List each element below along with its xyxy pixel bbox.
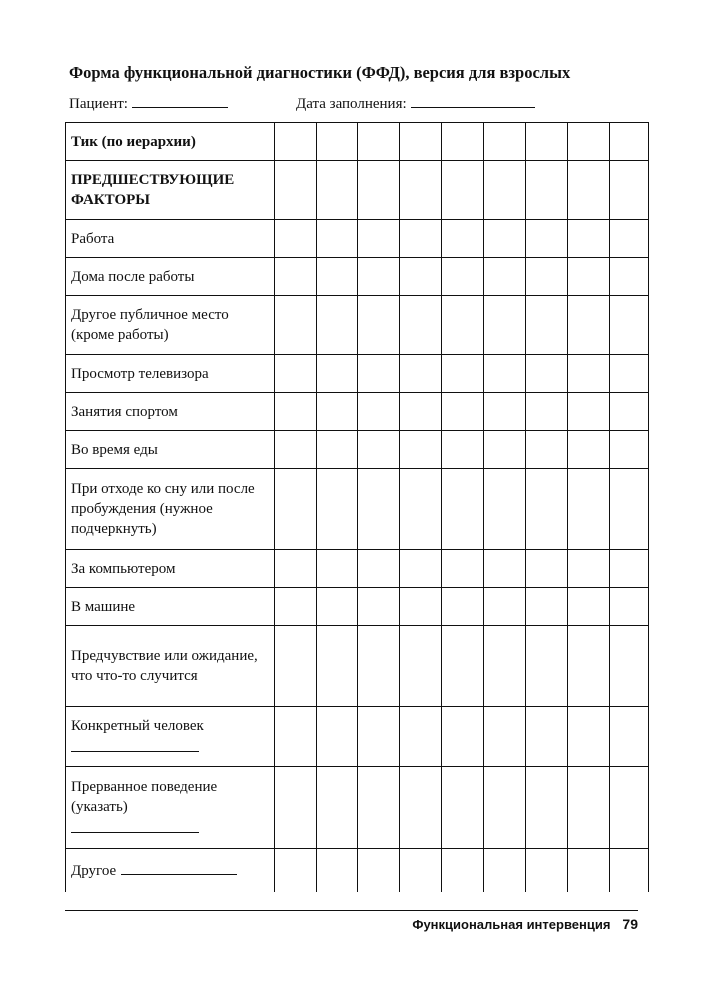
entry-cell[interactable] (358, 707, 400, 767)
entry-cell[interactable] (400, 707, 442, 767)
entry-cell[interactable] (484, 849, 526, 892)
entry-cell[interactable] (400, 123, 442, 161)
entry-cell[interactable] (358, 296, 400, 355)
entry-cell[interactable] (358, 258, 400, 296)
row-label-cell (66, 220, 275, 258)
entry-cell[interactable] (568, 258, 610, 296)
entry-cell[interactable] (484, 626, 526, 707)
entry-cell[interactable] (442, 161, 484, 220)
entry-cell[interactable] (358, 849, 400, 892)
entry-cell[interactable] (568, 588, 610, 626)
entry-cell[interactable] (442, 588, 484, 626)
entry-cell[interactable] (317, 767, 358, 849)
entry-cell[interactable] (275, 469, 317, 550)
row-label-cell (66, 849, 275, 892)
table-row (66, 161, 649, 220)
entry-cell[interactable] (358, 469, 400, 550)
row-label-cell (66, 431, 275, 469)
patient-blank[interactable] (132, 93, 228, 108)
diagnostics-table (65, 122, 649, 892)
entry-cell[interactable] (400, 849, 442, 892)
entry-cell[interactable] (442, 431, 484, 469)
entry-cell[interactable] (610, 123, 649, 161)
entry-cell[interactable] (568, 431, 610, 469)
entry-cell[interactable] (484, 767, 526, 849)
footer-rule (65, 910, 638, 911)
entry-cell[interactable] (317, 355, 358, 393)
entry-cell[interactable] (526, 123, 568, 161)
row-label: Прерванное поведение (указать) (71, 778, 218, 815)
entry-cell[interactable] (484, 550, 526, 588)
entry-cell[interactable] (400, 550, 442, 588)
row-label: Тик (по иерархии) (71, 133, 196, 150)
row-label-cell (66, 626, 275, 707)
row-label-cell (66, 588, 275, 626)
row-label: Другое публичное место (кроме работы) (71, 307, 229, 343)
entry-cell[interactable] (484, 707, 526, 767)
entry-cell[interactable] (317, 161, 358, 220)
row-label: В машине (71, 598, 136, 615)
entry-cell[interactable] (400, 767, 442, 849)
entry-cell[interactable] (610, 431, 649, 469)
page-title: Форма функциональной диагностики (ФФД), версия для взрослых (69, 63, 571, 82)
entry-cell[interactable] (484, 123, 526, 161)
entry-cell[interactable] (275, 431, 317, 469)
entry-cell[interactable] (610, 626, 649, 707)
entry-cell[interactable] (317, 469, 358, 550)
row-label: ПРЕДШЕСТВУЮЩИЕ ФАКТОРЫ (71, 172, 235, 208)
entry-cell[interactable] (526, 550, 568, 588)
row-label: Во время еды (71, 441, 158, 458)
entry-cell[interactable] (526, 355, 568, 393)
entry-cell[interactable] (568, 123, 610, 161)
entry-cell[interactable] (275, 588, 317, 626)
entry-cell[interactable] (610, 161, 649, 220)
entry-cell[interactable] (526, 626, 568, 707)
date-field (296, 93, 535, 113)
table-row (66, 626, 649, 707)
entry-cell[interactable] (526, 296, 568, 355)
entry-cell[interactable] (568, 626, 610, 707)
entry-cell[interactable] (400, 393, 442, 431)
entry-cell[interactable] (610, 849, 649, 892)
entry-cell[interactable] (358, 220, 400, 258)
entry-cell[interactable] (442, 123, 484, 161)
entry-cell[interactable] (275, 767, 317, 849)
row-label: Дома после работы (71, 268, 195, 285)
entry-cell[interactable] (317, 431, 358, 469)
entry-cell[interactable] (568, 550, 610, 588)
entry-cell[interactable] (568, 161, 610, 220)
entry-cell[interactable] (275, 393, 317, 431)
table-row (66, 431, 649, 469)
entry-cell[interactable] (358, 161, 400, 220)
entry-cell[interactable] (526, 431, 568, 469)
entry-cell[interactable] (317, 258, 358, 296)
entry-cell[interactable] (442, 393, 484, 431)
entry-cell[interactable] (400, 626, 442, 707)
page-number: 79 (622, 916, 638, 932)
entry-cell[interactable] (317, 550, 358, 588)
entry-cell[interactable] (610, 767, 649, 849)
entry-cell[interactable] (442, 469, 484, 550)
entry-cell[interactable] (484, 431, 526, 469)
row-label: При отходе ко сну или после пробуждения (нужное подчеркнуть) (71, 481, 255, 537)
entry-cell[interactable] (568, 355, 610, 393)
table-row (66, 767, 649, 849)
entry-cell[interactable] (400, 296, 442, 355)
entry-cell[interactable] (275, 220, 317, 258)
table-row (66, 355, 649, 393)
entry-cell[interactable] (317, 588, 358, 626)
row-label-cell (66, 161, 275, 220)
entry-cell[interactable] (317, 707, 358, 767)
entry-cell[interactable] (610, 393, 649, 431)
entry-cell[interactable] (610, 550, 649, 588)
entry-cell[interactable] (484, 258, 526, 296)
table-row (66, 550, 649, 588)
entry-cell[interactable] (484, 220, 526, 258)
entry-cell[interactable] (484, 296, 526, 355)
entry-cell[interactable] (317, 220, 358, 258)
entry-cell[interactable] (358, 355, 400, 393)
entry-cell[interactable] (484, 469, 526, 550)
entry-cell[interactable] (610, 588, 649, 626)
date-blank[interactable] (411, 93, 535, 108)
entry-cell[interactable] (275, 550, 317, 588)
entry-cell[interactable] (526, 161, 568, 220)
fill-in-blank[interactable] (71, 817, 199, 833)
entry-cell[interactable] (400, 258, 442, 296)
entry-cell[interactable] (358, 393, 400, 431)
table-row (66, 123, 649, 161)
entry-cell[interactable] (526, 707, 568, 767)
fill-in-blank[interactable] (71, 736, 199, 752)
footer-section: Функциональная интервенция (412, 917, 611, 932)
patient-label: Пациент: (69, 96, 128, 112)
entry-cell[interactable] (610, 296, 649, 355)
date-label: Дата заполнения: (296, 96, 407, 112)
entry-cell[interactable] (568, 707, 610, 767)
entry-cell[interactable] (568, 296, 610, 355)
entry-cell[interactable] (442, 355, 484, 393)
entry-cell[interactable] (610, 355, 649, 393)
row-label: Просмотр телевизора (71, 365, 209, 382)
table-row (66, 849, 649, 892)
row-label-cell (66, 550, 275, 588)
entry-cell[interactable] (442, 220, 484, 258)
entry-cell[interactable] (610, 469, 649, 550)
entry-cell[interactable] (526, 588, 568, 626)
entry-cell[interactable] (568, 393, 610, 431)
entry-cell[interactable] (317, 626, 358, 707)
entry-cell[interactable] (400, 355, 442, 393)
entry-cell[interactable] (484, 393, 526, 431)
entry-cell[interactable] (526, 220, 568, 258)
entry-cell[interactable] (317, 849, 358, 892)
table-row (66, 707, 649, 767)
entry-cell[interactable] (317, 393, 358, 431)
entry-cell[interactable] (358, 588, 400, 626)
row-label-cell (66, 707, 275, 767)
entry-cell[interactable] (400, 469, 442, 550)
entry-cell[interactable] (526, 469, 568, 550)
table-row (66, 258, 649, 296)
entry-cell[interactable] (484, 588, 526, 626)
table-row (66, 588, 649, 626)
entry-cell[interactable] (275, 355, 317, 393)
entry-cell[interactable] (484, 161, 526, 220)
row-label-cell (66, 296, 275, 355)
row-label: За компьютером (71, 560, 176, 577)
entry-cell[interactable] (400, 588, 442, 626)
entry-cell[interactable] (442, 258, 484, 296)
row-label-cell (66, 258, 275, 296)
entry-cell[interactable] (610, 220, 649, 258)
entry-cell[interactable] (317, 123, 358, 161)
entry-cell[interactable] (275, 161, 317, 220)
entry-cell[interactable] (442, 707, 484, 767)
entry-cell[interactable] (442, 767, 484, 849)
entry-cell[interactable] (526, 393, 568, 431)
entry-cell[interactable] (610, 707, 649, 767)
entry-cell[interactable] (317, 296, 358, 355)
entry-cell[interactable] (442, 849, 484, 892)
entry-cell[interactable] (400, 431, 442, 469)
patient-field (69, 93, 228, 113)
entry-cell[interactable] (484, 355, 526, 393)
table-row (66, 393, 649, 431)
row-label: Занятия спортом (71, 403, 178, 420)
table-row (66, 469, 649, 550)
fill-in-blank[interactable] (121, 859, 237, 875)
row-label: Другое (71, 863, 117, 880)
entry-cell[interactable] (526, 849, 568, 892)
entry-cell[interactable] (275, 707, 317, 767)
page-footer (412, 916, 638, 932)
entry-cell[interactable] (568, 767, 610, 849)
entry-cell[interactable] (400, 220, 442, 258)
row-label-cell (66, 469, 275, 550)
row-label-cell (66, 393, 275, 431)
entry-cell[interactable] (275, 626, 317, 707)
row-label: Предчувствие или ожидание, что что-то случится (71, 648, 258, 684)
entry-cell[interactable] (358, 123, 400, 161)
form-meta (69, 93, 629, 113)
row-label-cell (66, 767, 275, 849)
entry-cell[interactable] (568, 220, 610, 258)
entry-cell[interactable] (358, 431, 400, 469)
table-row (66, 220, 649, 258)
entry-cell[interactable] (442, 296, 484, 355)
row-label-cell (66, 123, 275, 161)
entry-cell[interactable] (568, 849, 610, 892)
entry-cell[interactable] (400, 161, 442, 220)
entry-cell[interactable] (442, 626, 484, 707)
entry-cell[interactable] (275, 123, 317, 161)
entry-cell[interactable] (358, 550, 400, 588)
entry-cell[interactable] (610, 258, 649, 296)
entry-cell[interactable] (526, 767, 568, 849)
entry-cell[interactable] (358, 767, 400, 849)
entry-cell[interactable] (568, 469, 610, 550)
row-label: Работа (71, 230, 115, 247)
entry-cell[interactable] (275, 258, 317, 296)
row-label-cell (66, 355, 275, 393)
entry-cell[interactable] (275, 849, 317, 892)
entry-cell[interactable] (275, 296, 317, 355)
entry-cell[interactable] (442, 550, 484, 588)
entry-cell[interactable] (526, 258, 568, 296)
row-label: Конкретный человек (71, 717, 204, 734)
entry-cell[interactable] (358, 626, 400, 707)
table-row (66, 296, 649, 355)
